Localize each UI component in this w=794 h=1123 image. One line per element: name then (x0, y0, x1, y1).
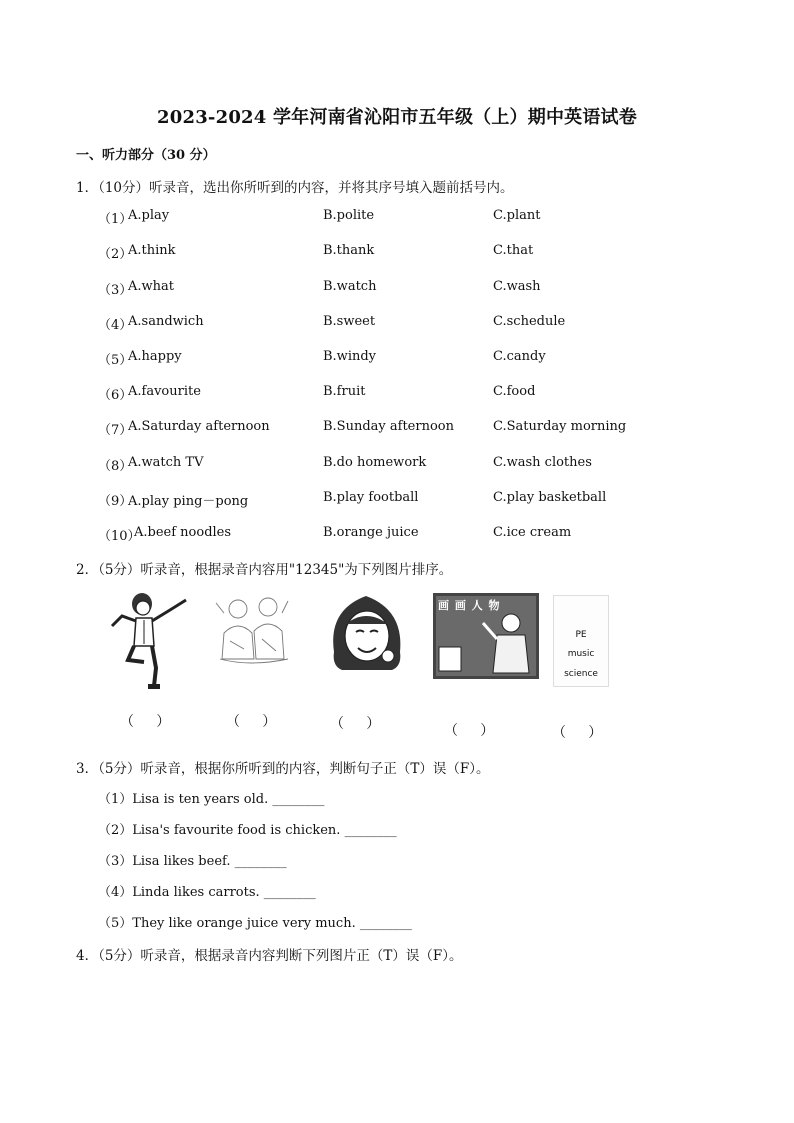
answer-blank[interactable]: （ ） (226, 714, 277, 730)
q1-option-row (98, 490, 718, 510)
smiling-girl-picture (326, 590, 408, 678)
option-number: （8） (98, 459, 133, 474)
exam-title: 2023-2024 学年河南省沁阳市五年级（上）期中英语试卷 (157, 107, 637, 128)
q1-option-row (98, 349, 718, 369)
subject-music: music (567, 649, 595, 659)
option-a: A.watch TV (128, 455, 204, 470)
q1-option-row (98, 525, 718, 545)
option-a: A.sandwich (128, 314, 204, 329)
q1-option-row (98, 455, 718, 475)
option-number: （6） (98, 388, 133, 403)
tf-statement[interactable]: （4）Linda likes carrots. ________ (98, 885, 316, 900)
option-b: B.Sunday afternoon (323, 419, 454, 434)
question-3-prompt: 3．（5分）听录音，根据你所听到的内容，判断句子正（T）误（F）。 (76, 761, 490, 777)
option-c: C.play basketball (493, 490, 607, 505)
tf-statement[interactable]: （3）Lisa likes beef. ________ (98, 854, 287, 869)
option-b: B.orange juice (323, 525, 419, 540)
option-a: A.play (128, 208, 170, 223)
option-c: C.that (493, 243, 534, 258)
option-b: B.sweet (323, 314, 376, 329)
option-number: （5） (98, 353, 133, 368)
option-a: A.favourite (128, 384, 201, 399)
section-listening-heading: 一、听力部分（30 分） (76, 148, 216, 163)
option-number: （7） (98, 423, 133, 438)
subject-pe: PE (575, 630, 587, 640)
option-b: B.windy (323, 349, 377, 364)
tf-statement[interactable]: （2）Lisa's favourite food is chicken. ________ (98, 823, 397, 838)
option-a: A.think (128, 243, 176, 258)
option-c: C.schedule (493, 314, 566, 329)
option-c: C.food (493, 384, 536, 399)
question-1-prompt: 1．（10分）听录音，选出你所听到的内容，并将其序号填入题前括号内。 (76, 180, 514, 196)
option-b: B.polite (323, 208, 375, 223)
option-b: B.watch (323, 279, 377, 294)
option-c: C.ice cream (493, 525, 572, 540)
option-number: （4） (98, 318, 133, 333)
grandparents-sketch-picture (210, 593, 296, 667)
q1-option-row (98, 243, 718, 263)
option-a: A.what (128, 279, 174, 294)
option-a: A.play ping－pong (128, 494, 249, 509)
option-b: B.do homework (323, 455, 427, 470)
option-b: B.fruit (323, 384, 366, 399)
q1-option-row (98, 279, 718, 299)
option-number: （3） (98, 283, 133, 298)
subjects-card-text (553, 624, 609, 686)
answer-blank[interactable]: （ ） (444, 723, 495, 739)
q1-option-row (98, 419, 718, 439)
option-number: （9） (98, 494, 133, 509)
option-c: C.plant (493, 208, 541, 223)
answer-blank[interactable]: （ ） (552, 725, 603, 741)
tf-statement[interactable]: （1）Lisa is ten years old. ________ (98, 792, 325, 807)
answer-blank[interactable]: （ ） (330, 716, 381, 732)
question-4-prompt: 4．（5分）听录音，根据录音内容判断下列图片正（T）误（F）。 (76, 948, 463, 964)
subject-science: science (564, 669, 598, 679)
option-c: C.wash (493, 279, 541, 294)
q1-option-row (98, 208, 718, 228)
option-a: A.Saturday afternoon (128, 419, 270, 434)
option-c: C.candy (493, 349, 546, 364)
option-b: B.play football (323, 490, 419, 505)
q1-option-row (98, 384, 718, 404)
tf-statement[interactable]: （5）They like orange juice very much. ________ (98, 916, 412, 931)
option-number: （10） (98, 529, 141, 544)
option-c: C.wash clothes (493, 455, 592, 470)
kung-fu-boy-picture (104, 588, 194, 692)
question-2-prompt: 2．（5分）听录音，根据录音内容用"12345"为下列图片排序。 (76, 562, 453, 578)
option-a: A.happy (128, 349, 182, 364)
q1-option-row (98, 314, 718, 334)
option-c: C.Saturday morning (493, 419, 627, 434)
option-b: B.thank (323, 243, 375, 258)
art-class-board-text: 画 画 人 物 (438, 599, 501, 612)
answer-blank[interactable]: （ ） (120, 714, 171, 730)
option-number: （1） (98, 212, 133, 227)
option-a: A.beef noodles (134, 525, 232, 540)
option-number: （2） (98, 247, 133, 262)
